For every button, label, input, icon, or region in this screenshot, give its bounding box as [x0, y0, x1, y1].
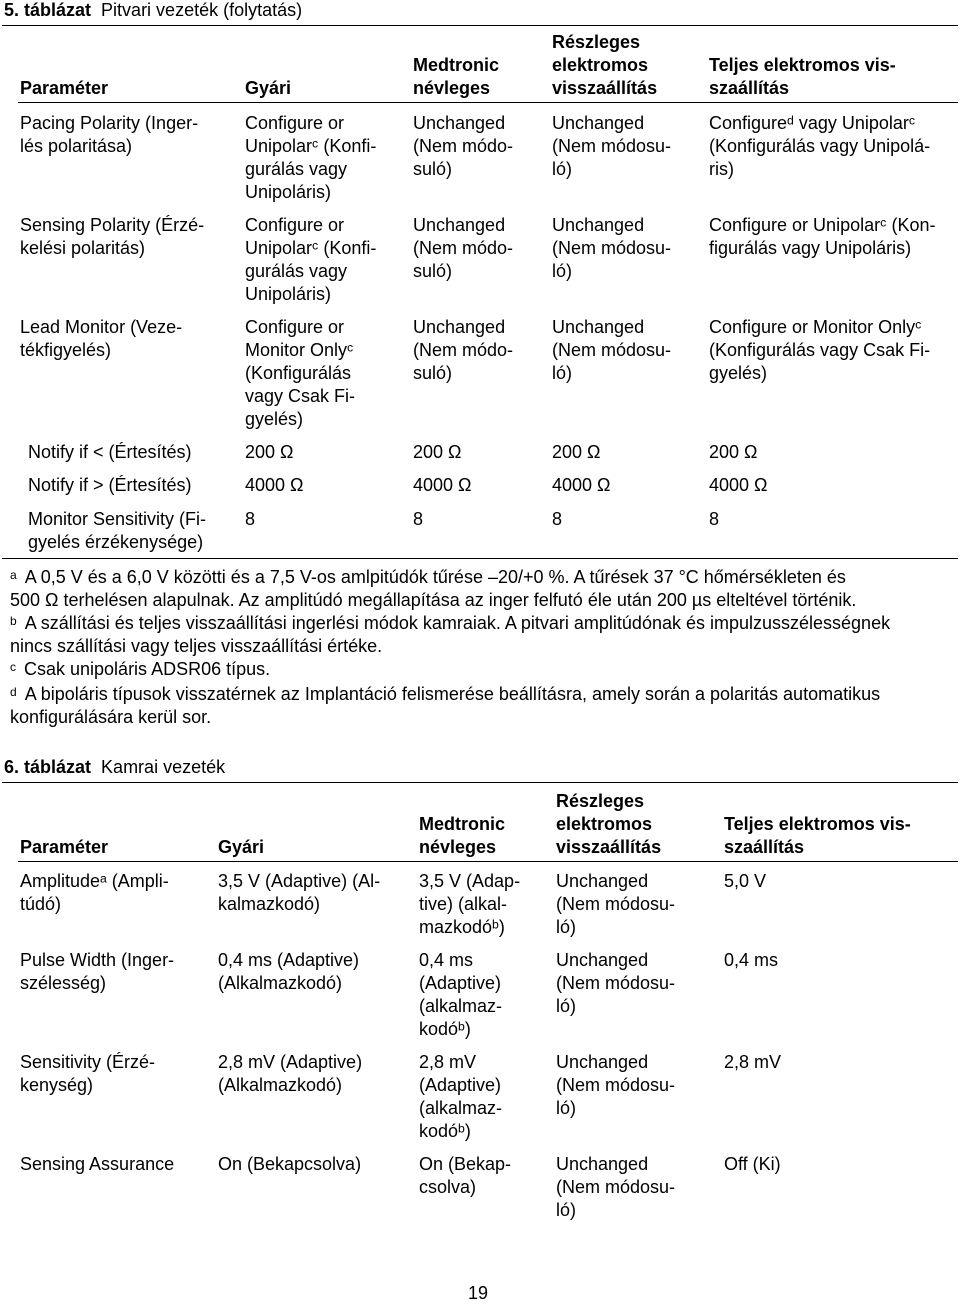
t6-cell: 5,0 V	[724, 871, 767, 891]
t5-cell: Configureᵈ vagy Unipolarᶜ (Konfigurálás vagy Unipolá- ris)	[709, 113, 931, 179]
t5-cell: 200 Ω	[245, 442, 294, 462]
footnote-text: A szállítási és teljes visszaállítási ingerlési módok kamraiak. A pitvari amplitúdónak és impulzusszélességnek nincs szállítási vagy teljes visszaállítási értéke.	[10, 613, 891, 656]
t5-cell: 8	[413, 509, 424, 529]
t5-header-full-reset: Teljes elektromos vis- szaállítás	[709, 55, 896, 98]
t6-cell: On (Bekap- csolva)	[419, 1154, 512, 1197]
t6-header-parameter: Paraméter	[20, 837, 109, 857]
t6-cell: 2,8 mV (Adaptive) (Alkalmazkodó)	[218, 1052, 363, 1095]
t5-cell: 4000 Ω	[413, 475, 472, 495]
t6-header-factory: Gyári	[218, 837, 265, 857]
t5-footnote-b	[10, 612, 890, 658]
t5-cell: 200 Ω	[709, 442, 758, 462]
table6-caption	[4, 757, 225, 778]
t5-cell: 4000 Ω	[245, 475, 304, 495]
t5-cell: Lead Monitor (Veze- tékfigyelés)	[20, 317, 183, 360]
t5-cell: Sensing Polarity (Érzé- kelési polaritás)	[20, 215, 205, 258]
t5-cell: Unchanged (Nem módo- suló)	[413, 215, 514, 281]
t6-cell: Unchanged (Nem módosu- ló)	[556, 1154, 676, 1220]
table5-header-rule	[18, 102, 958, 103]
t5-header-nominal: Medtronic névleges	[413, 55, 500, 98]
t6-cell: On (Bekapcsolva)	[218, 1154, 362, 1174]
t5-cell: Configure or Monitor Onlyᶜ (Konfigurálás vagy Csak Fi- gyelés)	[245, 317, 356, 429]
t5-cell: 8	[709, 509, 720, 529]
table5-top-rule	[2, 25, 958, 26]
t6-cell: Unchanged (Nem módosu- ló)	[556, 950, 676, 1016]
table6-caption-text: Kamrai vezeték	[101, 757, 226, 777]
t6-cell: 3,5 V (Adaptive) (Al- kalmazkodó)	[218, 871, 381, 914]
t5-header-parameter: Paraméter	[20, 78, 109, 98]
t5-cell: Unchanged (Nem módo- suló)	[413, 113, 514, 179]
t5-cell: Monitor Sensitivity (Fi- gyelés érzékenysége)	[28, 509, 207, 552]
t5-cell: Configure or Monitor Onlyᶜ (Konfigurálás vagy Csak Fi- gyelés)	[709, 317, 931, 383]
t6-header-nominal: Medtronic névleges	[419, 814, 506, 857]
t6-cell: Off (Ki)	[724, 1154, 781, 1174]
t5-cell: Notify if > (Értesítés)	[28, 475, 192, 495]
footnote-mark: d	[10, 685, 17, 699]
table6-header-rule	[18, 861, 958, 862]
t5-cell: Unchanged (Nem módo- suló)	[413, 317, 514, 383]
footnote-text: Csak unipoláris ADSR06 típus.	[24, 659, 271, 679]
table5-bottom-rule	[2, 558, 958, 559]
t5-footnote-a	[10, 566, 856, 612]
t6-cell: 0,4 ms	[724, 950, 779, 970]
t5-cell: 200 Ω	[552, 442, 601, 462]
t5-cell: 8	[245, 509, 256, 529]
t6-cell: 0,4 ms (Adaptive) (Alkalmazkodó)	[218, 950, 360, 993]
t5-footnote-c	[10, 658, 270, 681]
footnote-text: A 0,5 V és a 6,0 V közötti és a 7,5 V-os amlpitúdók tűrése –20/+0 %. A tűrések 37 °C hőmérsékleten és 500 Ω terhelésen alapulnak. Az amplitúdó megállapítása az inger felfutó éle után 200 µs elteltével történik.	[10, 567, 857, 610]
t5-cell: Pacing Polarity (Inger- lés polaritása)	[20, 113, 199, 156]
t5-cell: 200 Ω	[413, 442, 462, 462]
t6-cell: Sensing Assurance	[20, 1154, 175, 1174]
t5-cell: Unchanged (Nem módosu- ló)	[552, 317, 672, 383]
t6-cell: Sensitivity (Érzé- kenység)	[20, 1052, 156, 1095]
t5-cell: Configure or Unipolarᶜ (Kon- figurálás vagy Unipoláris)	[709, 215, 936, 258]
t5-cell: Configure or Unipolarᶜ (Konfi- gurálás vagy Unipoláris)	[245, 113, 377, 202]
footnote-mark: c	[10, 660, 16, 674]
footnote-text: A bipoláris típusok visszatérnek az Implantáció felismerése beállításra, amely során a polaritás automatikus konfigurálására kerül sor.	[10, 684, 881, 727]
t5-cell: 4000 Ω	[709, 475, 768, 495]
t5-cell: 4000 Ω	[552, 475, 611, 495]
t5-cell: Unchanged (Nem módosu- ló)	[552, 113, 672, 179]
t6-cell: Unchanged (Nem módosu- ló)	[556, 871, 676, 937]
t6-cell: Amplitudeᵃ (Ampli- túdó)	[20, 871, 169, 914]
table5-caption-text: Pitvari vezeték (folytatás)	[101, 0, 303, 20]
t6-cell: Unchanged (Nem módosu- ló)	[556, 1052, 676, 1118]
t6-cell: 3,5 V (Adap- tive) (alkal- mazkodóᵇ)	[419, 871, 521, 937]
t5-header-factory: Gyári	[245, 78, 292, 98]
table6-top-rule	[2, 782, 958, 783]
table5-caption-number: 5. táblázat	[4, 0, 92, 20]
t6-cell: 2,8 mV (Adaptive) (alkalmaz- kodóᵇ)	[419, 1052, 503, 1141]
t5-header-partial-reset: Részleges elektromos visszaállítás	[552, 32, 658, 98]
t5-cell: 8	[552, 509, 563, 529]
t6-cell: Pulse Width (Inger- szélesség)	[20, 950, 175, 993]
t6-cell: 0,4 ms (Adaptive) (alkalmaz- kodóᵇ)	[419, 950, 503, 1039]
footnote-mark: b	[10, 614, 17, 628]
page-number: 19	[468, 1283, 489, 1303]
table6-caption-number: 6. táblázat	[4, 757, 92, 777]
t5-footnote-d	[10, 683, 880, 729]
table5-caption	[4, 0, 302, 21]
t6-header-partial-reset: Részleges elektromos visszaállítás	[556, 791, 662, 857]
t5-cell: Unchanged (Nem módosu- ló)	[552, 215, 672, 281]
footnote-mark: a	[10, 568, 17, 582]
t5-cell: Configure or Unipolarᶜ (Konfi- gurálás vagy Unipoláris)	[245, 215, 377, 304]
t6-cell: 2,8 mV	[724, 1052, 782, 1072]
t5-cell: Notify if < (Értesítés)	[28, 442, 192, 462]
t6-header-full-reset: Teljes elektromos vis- szaállítás	[724, 814, 911, 857]
